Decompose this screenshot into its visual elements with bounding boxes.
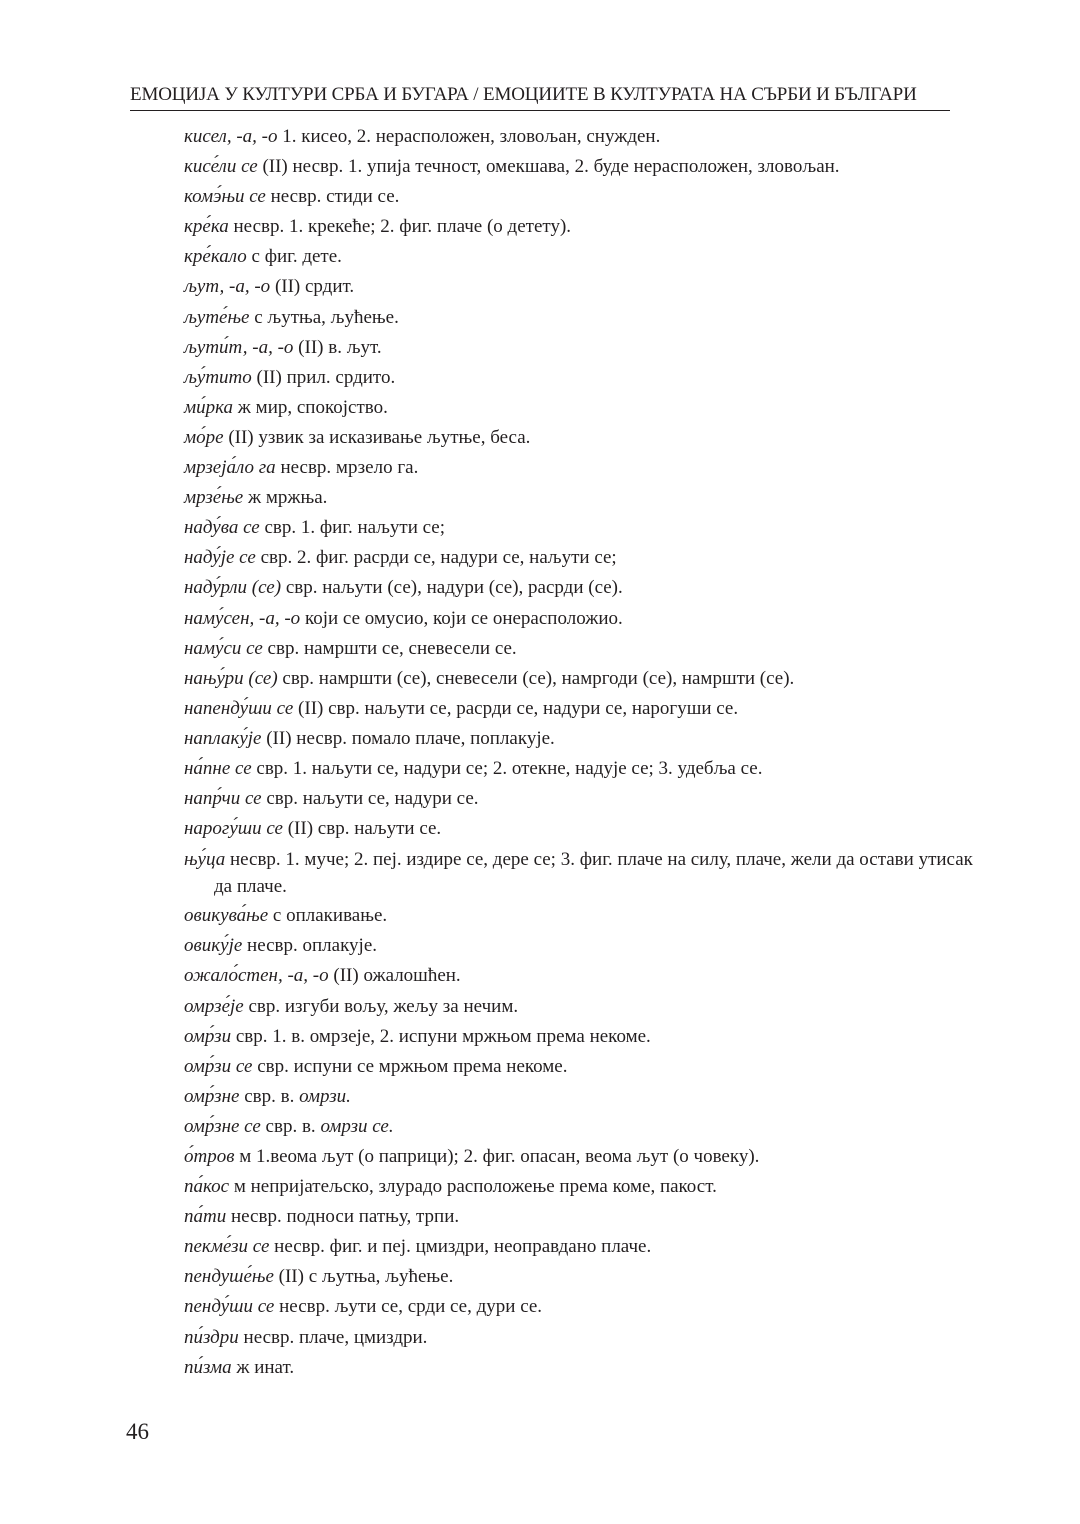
dictionary-entry bbox=[184, 333, 974, 363]
entry-headword: омр́зи bbox=[184, 1025, 232, 1047]
entry-headword: наму́сен, -а, -о bbox=[184, 607, 301, 629]
dictionary-entry bbox=[184, 1353, 974, 1383]
entry-headword: овику́је bbox=[184, 935, 243, 957]
entry-definition: несвр. љути се, срди се, дури се. bbox=[274, 1296, 543, 1318]
dictionary-entry bbox=[184, 931, 974, 961]
entry-headword: наму́си се bbox=[184, 637, 263, 659]
entry-definition: несвр. фиг. и пеј. цмиздри, неоправдано плаче. bbox=[269, 1236, 652, 1258]
dictionary-entry bbox=[184, 724, 974, 754]
entry-definition: с фиг. дете. bbox=[246, 246, 342, 268]
entry-headword: ожало́стен, -а, -о bbox=[184, 965, 329, 987]
dictionary-entry bbox=[184, 1022, 974, 1052]
dictionary-entry bbox=[184, 212, 974, 242]
dictionary-entry bbox=[184, 363, 974, 393]
entry-headword: напенду́ши се bbox=[184, 697, 294, 719]
dictionary-entry bbox=[184, 1172, 974, 1202]
dictionary-entry bbox=[184, 694, 974, 724]
entry-definition: несвр. 1. крекеће; 2. фиг. плаче (о детету). bbox=[228, 216, 572, 238]
entry-cross-reference: омрзи. bbox=[299, 1085, 351, 1107]
dictionary-entry bbox=[184, 1262, 974, 1292]
entry-headword: љут, -а, -о bbox=[184, 276, 271, 298]
entry-definition: свр. наљути (се), надури (се), расрди (се). bbox=[281, 577, 623, 599]
entry-headword: кисел, -а, -о bbox=[184, 126, 278, 147]
dictionary-entry bbox=[184, 664, 974, 694]
dictionary-entry bbox=[184, 303, 974, 333]
dictionary-entry bbox=[184, 152, 974, 182]
dictionary-entry bbox=[184, 182, 974, 212]
dictionary-entry bbox=[184, 1052, 974, 1082]
entry-definition: (II) несвр. 1. упија течност, омекшава, 2. буде нерасположен, зловољан. bbox=[257, 156, 840, 178]
entry-definition: ж мир, спокојство. bbox=[233, 396, 388, 418]
entry-definition: свр. 1. фиг. наљути се; bbox=[259, 517, 445, 539]
entry-definition: (II) ожалошћен. bbox=[328, 965, 461, 987]
dictionary-entry bbox=[184, 1323, 974, 1353]
entry-headword: пи́зма bbox=[184, 1356, 232, 1378]
dictionary-entry bbox=[184, 242, 974, 272]
entry-definition: м 1.веома љут (о паприци); 2. фиг. опасан, веома љут (о човеку). bbox=[234, 1146, 760, 1167]
entry-definition: свр. 1. наљути се, надури се; 2. отекне, надује се; 3. удебља се. bbox=[251, 757, 763, 779]
entry-headword: комэ́њи се bbox=[184, 186, 266, 208]
entry-definition: (II) с љутња, љућење. bbox=[273, 1266, 454, 1288]
entry-headword: нању́ри (се) bbox=[184, 667, 278, 689]
dictionary-entry bbox=[184, 423, 974, 453]
header-rule bbox=[130, 110, 950, 111]
entry-definition: несвр. плаче, цмиздри. bbox=[238, 1326, 428, 1348]
entry-definition: несвр. 1. муче; 2. пеј. издире се, дере се; 3. фиг. плаче на силу, плаче, жели да остави утисак да плаче. bbox=[214, 849, 973, 898]
entry-headword: њу́ца bbox=[184, 849, 226, 871]
entry-headword: омрзе́је bbox=[184, 995, 244, 1017]
dictionary-entry bbox=[184, 604, 974, 634]
entry-definition: ж мржња. bbox=[243, 487, 328, 509]
dictionary-entry bbox=[184, 634, 974, 664]
entry-headword: наду́ва се bbox=[184, 517, 260, 539]
dictionary-entry bbox=[184, 1202, 974, 1232]
entry-headword: наду́је се bbox=[184, 547, 256, 569]
dictionary-entry bbox=[184, 393, 974, 423]
dictionary-entry bbox=[184, 573, 974, 603]
entry-headword: пенду́ши се bbox=[184, 1296, 275, 1318]
entry-headword: нарогу́ши се bbox=[184, 818, 283, 840]
entry-headword: љу́тито bbox=[184, 366, 252, 388]
entry-headword: мрзе́ње bbox=[184, 487, 244, 509]
dictionary-entry bbox=[184, 901, 974, 931]
entry-headword: кре́кало bbox=[184, 246, 247, 268]
dictionary-entry bbox=[184, 1232, 974, 1262]
entry-definition: (II) несвр. помало плаче, поплакује. bbox=[261, 727, 555, 749]
dictionary-entry bbox=[184, 513, 974, 543]
entry-definition: несвр. оплакује. bbox=[242, 935, 378, 957]
entry-definition: (II) узвик за исказивање љутње, беса. bbox=[223, 426, 531, 448]
entry-headword: ми́рка bbox=[184, 396, 234, 418]
page-number: 46 bbox=[126, 1419, 149, 1444]
entry-definition: 1. кисео, 2. нерасположен, зловољан, снужден. bbox=[277, 126, 661, 147]
entry-definition: свр. намршти (се), сневесели (се), намргоди (се), намршти (се). bbox=[277, 667, 795, 689]
dictionary-entry bbox=[184, 543, 974, 573]
dictionary-entry bbox=[184, 754, 974, 784]
dictionary-entry bbox=[184, 1292, 974, 1322]
dictionary-entry bbox=[184, 961, 974, 991]
entry-headword: па́кос bbox=[184, 1176, 230, 1198]
entry-headword: па́ти bbox=[184, 1206, 227, 1228]
entry-definition: (II) прил. срдито. bbox=[251, 366, 396, 388]
dictionary-entry bbox=[184, 1142, 974, 1172]
entry-headword: пекме́зи се bbox=[184, 1236, 270, 1258]
entry-definition: несвр. стиди се. bbox=[265, 186, 400, 208]
entry-headword: пендуше́ње bbox=[184, 1266, 274, 1288]
entry-definition: свр. в. bbox=[239, 1085, 300, 1107]
entry-headword: кре́ка bbox=[184, 216, 229, 238]
entry-definition: (II) свр. наљути се. bbox=[282, 818, 442, 840]
entry-headword: наплаку́је bbox=[184, 727, 262, 749]
entry-headword: наду́рли (се) bbox=[184, 577, 282, 599]
entry-headword: омр́зне се bbox=[184, 1115, 261, 1137]
entry-headword: о́тров bbox=[184, 1146, 235, 1167]
entry-cross-reference: омрзи се. bbox=[320, 1115, 394, 1137]
entry-headword: овикува́ње bbox=[184, 905, 269, 927]
entry-definition: (II) срдит. bbox=[270, 276, 355, 298]
running-head: ЕМОЦИЈА У КУЛТУРИ СРБА И БУГАРА / ЕМОЦИИТЕ В КУЛТУРАТА НА СЪРБИ И БЪЛГАРИ bbox=[130, 84, 917, 105]
entry-headword: пи́здри bbox=[184, 1326, 239, 1348]
entry-headword: на́пне се bbox=[184, 757, 252, 779]
dictionary-entry bbox=[184, 814, 974, 844]
entry-headword: љути́т, -а, -о bbox=[184, 336, 294, 358]
entry-definition: свр. намршти се, снeвесели се. bbox=[262, 637, 517, 659]
entry-headword: мо́ре bbox=[184, 426, 224, 448]
entry-headword: напр́чи се bbox=[184, 788, 262, 810]
entry-definition: свр. 1. в. омрзеје, 2. испуни мржњом према некоме. bbox=[231, 1025, 651, 1047]
entry-definition: с оплакивање. bbox=[268, 905, 388, 927]
entry-definition: свр. изгуби вољу, жељу за нечим. bbox=[243, 995, 519, 1017]
entry-headword: омр́зи се bbox=[184, 1055, 253, 1077]
dictionary-entry bbox=[184, 1112, 974, 1142]
dictionary-entry bbox=[184, 272, 974, 302]
entry-definition: с љутња, љућење. bbox=[249, 306, 399, 328]
dictionary-entry bbox=[184, 122, 974, 152]
dictionary-entry bbox=[184, 453, 974, 483]
entry-headword: мрзеја́ло га bbox=[184, 457, 276, 479]
entry-definition: (II) свр. наљути се, расрди се, надури се, нарогуши се. bbox=[293, 697, 739, 719]
entry-definition: који се омусио, који се онерасположио. bbox=[300, 607, 623, 629]
dictionary-entry bbox=[184, 992, 974, 1022]
entry-headword: љуте́ње bbox=[184, 306, 250, 328]
entry-definition: свр. в. bbox=[260, 1115, 321, 1137]
entry-definition: свр. наљути се, надури се. bbox=[261, 788, 479, 810]
entry-definition: свр. 2. фиг. расрди се, надури се, наљути се; bbox=[255, 547, 617, 569]
dictionary-entry bbox=[184, 483, 974, 513]
entry-definition: ж инат. bbox=[231, 1356, 295, 1378]
entry-headword: омр́зне bbox=[184, 1085, 240, 1107]
dictionary-entry bbox=[184, 784, 974, 814]
entry-headword: кисе́ли се bbox=[184, 156, 258, 178]
entry-definition: несвр. подноси патњу, трпи. bbox=[226, 1206, 460, 1228]
dictionary-entry bbox=[184, 844, 989, 901]
entry-definition: несвр. мрзело га. bbox=[275, 457, 419, 479]
entry-definition: м непријатељско, злурадо расположење према коме, пакост. bbox=[229, 1176, 717, 1198]
dictionary-entries bbox=[184, 122, 974, 1383]
entry-definition: (II) в. љут. bbox=[293, 336, 382, 358]
dictionary-entry bbox=[184, 1082, 974, 1112]
entry-definition: свр. испуни се мржњом према некоме. bbox=[252, 1055, 568, 1077]
